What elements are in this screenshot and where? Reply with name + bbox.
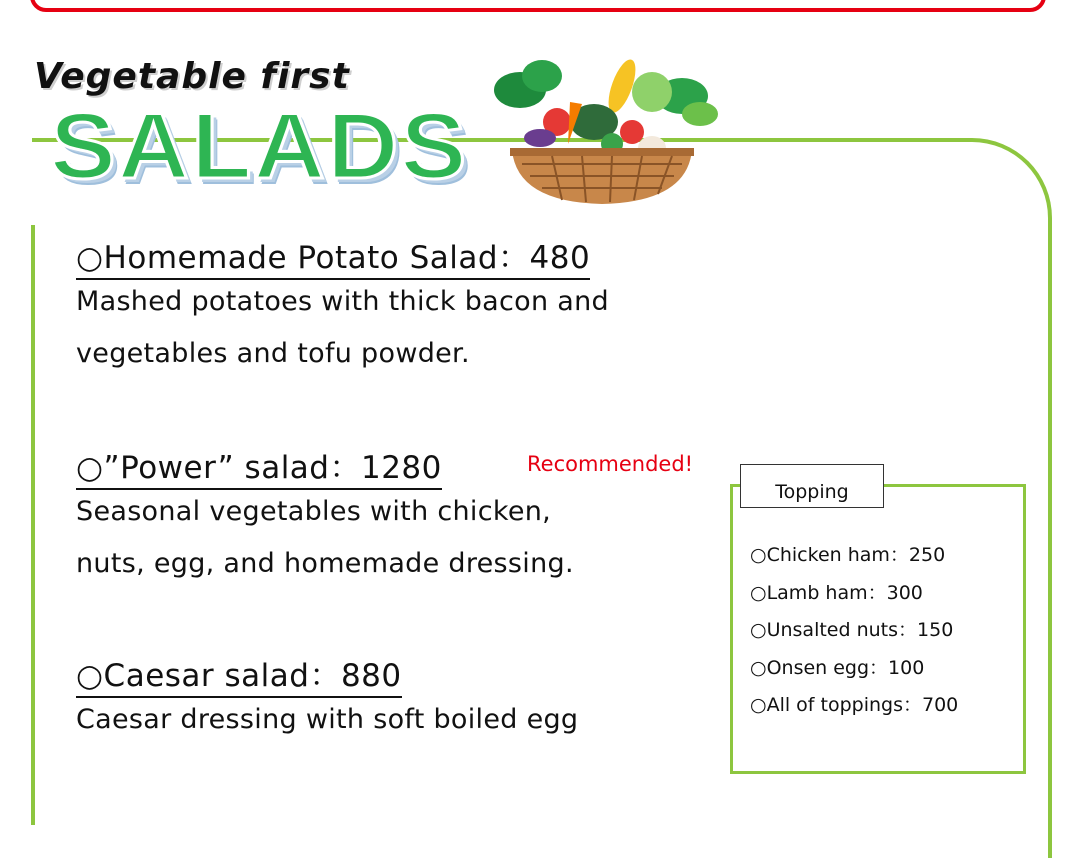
page-subtitle: Vegetable first	[34, 56, 350, 97]
menu-item-title-potato-salad: ○Homemade Potato Salad：480	[76, 232, 590, 280]
menu-item-desc-potato-salad-line2: vegetables and tofu powder.	[76, 338, 470, 369]
topping-item-unsalted-nuts: ○Unsalted nuts：150	[750, 619, 954, 641]
menu-item-desc-caesar-salad-line1: Caesar dressing with soft boiled egg	[76, 704, 579, 735]
green-frame-left-edge	[31, 225, 35, 825]
topping-item-lamb-ham: ○Lamb ham：300	[750, 582, 923, 604]
topping-item-all-toppings: ○All of toppings：700	[750, 694, 959, 716]
menu-item-desc-potato-salad-line1: Mashed potatoes with thick bacon and	[76, 286, 609, 317]
menu-item-title-power-salad: ○”Power” salad：1280	[76, 442, 442, 490]
topping-label: Topping	[740, 464, 884, 508]
topping-item-onsen-egg: ○Onsen egg：100	[750, 657, 925, 679]
vegetable-basket-icon	[482, 52, 722, 212]
topping-item-chicken-ham: ○Chicken ham：250	[750, 544, 946, 566]
menu-item-desc-power-salad-line2: nuts, egg, and homemade dressing.	[76, 548, 574, 579]
recommended-badge: Recommended!	[527, 452, 694, 476]
page-title: SALADS	[50, 93, 469, 198]
menu-item-title-caesar-salad: ○Caesar salad：880	[76, 650, 402, 698]
top-red-frame	[30, 0, 1046, 12]
menu-item-desc-power-salad-line1: Seasonal vegetables with chicken,	[76, 496, 552, 527]
